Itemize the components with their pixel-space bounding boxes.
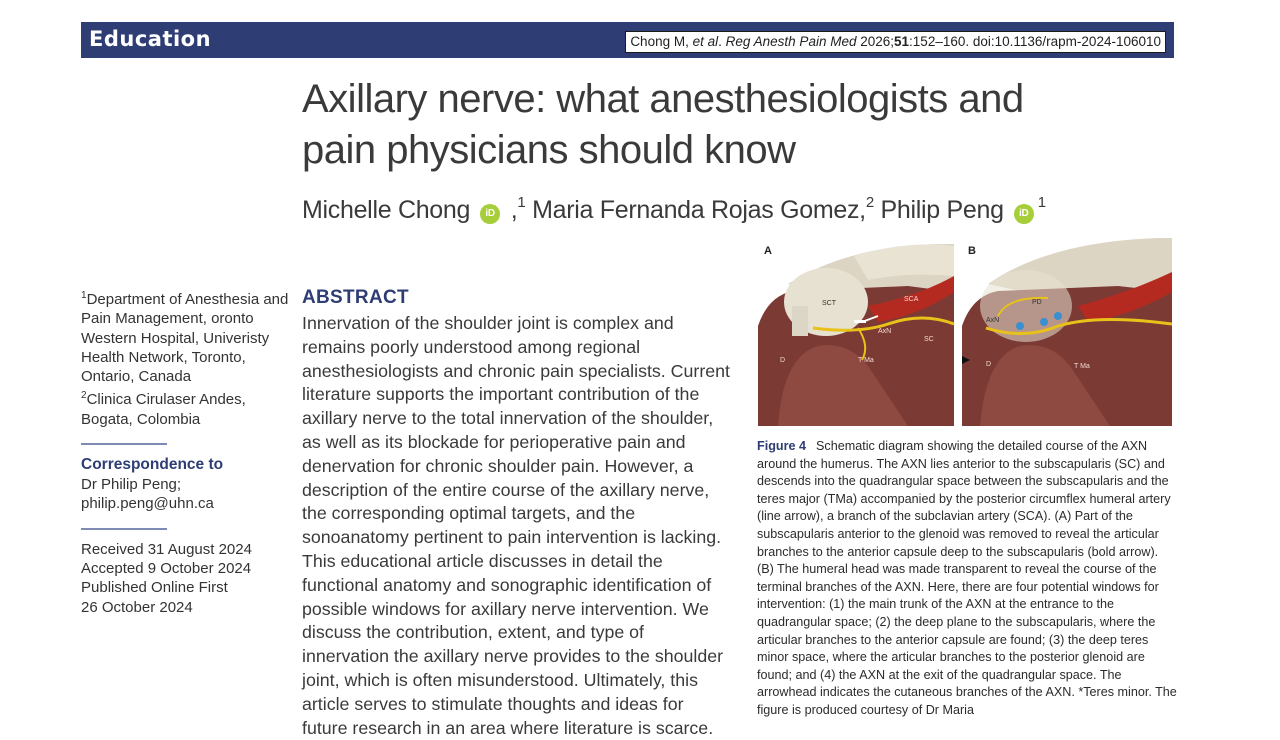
correspondence-heading: Correspondence to bbox=[81, 456, 224, 474]
section-label: Education bbox=[89, 27, 212, 51]
divider bbox=[81, 443, 167, 445]
date-received: Received 31 August 2024 bbox=[81, 540, 252, 558]
figure-panel-b bbox=[962, 236, 1172, 426]
shoulder-anatomy-illustration bbox=[758, 236, 1172, 426]
anatomy-label: D bbox=[986, 361, 992, 368]
anatomy-label: SCA bbox=[904, 296, 919, 303]
anatomy-label: AxN bbox=[878, 328, 892, 335]
anatomy-label: AxN bbox=[986, 317, 1000, 324]
figure-panel-a bbox=[758, 236, 954, 426]
author-name: Maria Fernanda Rojas Gomez, bbox=[525, 196, 866, 224]
author-name: Philip Peng bbox=[873, 196, 1004, 224]
orcid-icon[interactable]: iD bbox=[1014, 204, 1034, 224]
date-accepted: Accepted 9 October 2024 bbox=[81, 559, 252, 577]
date-published: Published Online First bbox=[81, 579, 228, 597]
citation: Chong M, et al. Reg Anesth Pain Med 2026;51:152–160. doi:10.1136/rapm-2024-106010 bbox=[625, 31, 1166, 53]
article-title: Axillary nerve: what anesthesiologists and pain physicians should know bbox=[302, 77, 1024, 172]
affiliation: $^2$Clinica Cirulaser Andes, Bogata, Colombia bbox=[81, 390, 246, 428]
anatomy-label: T Ma bbox=[1074, 363, 1090, 370]
date-published-value: 26 October 2024 bbox=[81, 598, 193, 616]
figure-label: Figure 4 bbox=[757, 439, 806, 453]
abstract-text: Innervation of the shoulder joint is complex and remains poorly understood among regional anesthesiologists and chronic pain specialists. Current literature supports the important contribution of the axillary nerve to the total innervation of the shoulder, as well as its blockade for perioperative pain and denervation for chronic shoulder pain. However, a description of the entire course of the axillary nerve, the corresponding optimal targets, and the sonoanatomy pertinent to pain intervention is lacking. This educational article discusses in detail the functional anatomy and sonographic identification of possible windows for axillary nerve intervention. We discuss the contribution, extent, and type of innervation the axillary nerve provides to the shoulder joint, which is often misunderstood. Ultimately, this article serves to stimulate thoughts and ideas for future research in an area where literature is scarce. bbox=[302, 313, 730, 738]
anatomy-label: T Ma bbox=[858, 357, 874, 364]
anatomy-label: SC bbox=[924, 336, 934, 343]
affiliation: $^1$Department of Anesthesia and Pain Management, oronto Western Hospital, Univeristy Health Network, Toronto, Ontario, Canada bbox=[81, 290, 289, 386]
caption-text: Schematic diagram showing the detailed course of the AXN around the humerus. The AXN lies anterior to the subscapularis (SC) and descends into the quadrangular space between the subscapularis and the teres major (TMa) accompanied by the posterior circumflex humeral artery (line arrow), a branch of the subclavian artery (SCA). (A) Part of the subscapularis anterior to the glenoid was removed to reveal the articular branches to the anterior capsule deep to the subscapularis (bold arrow). (B) The humeral head was made transparent to reveal the course of the terminal branches of the AXN. Here, there are four potential windows for intervention: (1) the main trunk of the AXN at the entrance to the quadrangular space; (2) the deep plane to the subscapularis, where the articular branches to the anterior capsule are found; (3) the deep teres minor space, where the articular branches to the posterior glenoid are found; and (4) the AXN at the exit of the quadrangular space. The arrowhead indicates the cutaneous branches of the AXN. *Teres minor. The figure is produced courtesy of Dr Maria bbox=[757, 439, 1177, 717]
figure-caption bbox=[757, 438, 1177, 720]
orcid-icon[interactable]: iD bbox=[480, 204, 500, 224]
article-sidebar bbox=[81, 286, 291, 617]
author-list: Michelle Chong iD ,$^1$ Maria Fernanda Rojas Gomez,$^2$ Philip Peng $iD^1$ bbox=[302, 194, 1046, 224]
anatomy-figure bbox=[758, 236, 1172, 426]
correspondence-name: Dr Philip Peng; bbox=[81, 476, 182, 494]
divider bbox=[81, 528, 167, 530]
author-name: Michelle Chong bbox=[302, 196, 471, 224]
anatomy-label: PD bbox=[1032, 299, 1042, 306]
abstract-heading: ABSTRACT bbox=[302, 287, 409, 308]
anatomy-label: D bbox=[780, 357, 786, 364]
correspondence-email[interactable]: philip.peng@uhn.ca bbox=[81, 495, 214, 513]
panel-label: A bbox=[764, 245, 772, 257]
panel-label: B bbox=[968, 245, 976, 257]
section-banner bbox=[81, 22, 1174, 58]
anatomy-label: SCT bbox=[822, 300, 836, 307]
